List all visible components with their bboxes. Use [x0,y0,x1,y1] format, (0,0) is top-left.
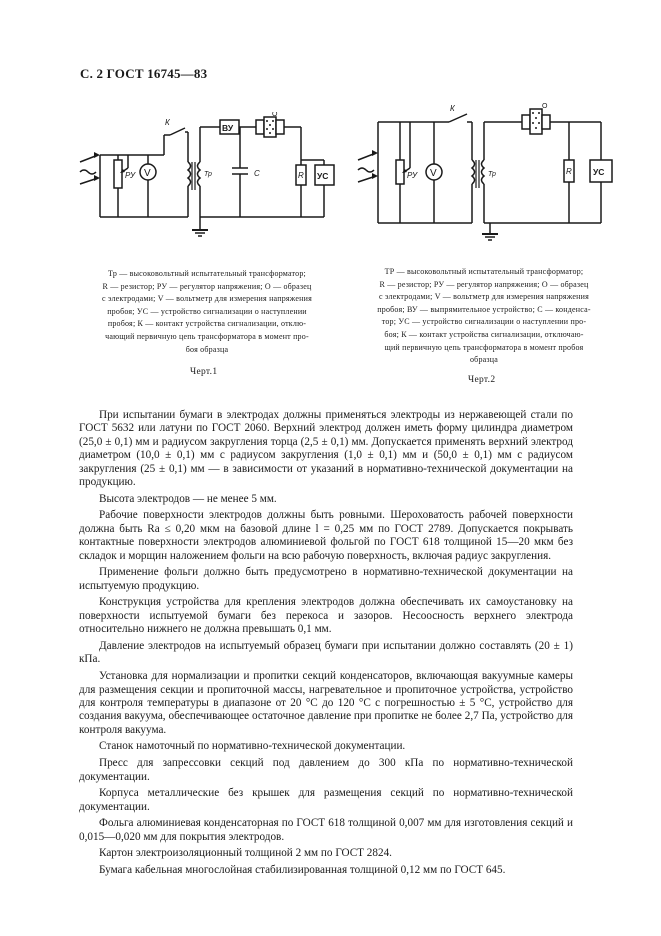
figure-2-caption [356,266,612,367]
ground-icon [192,217,208,236]
caption-line: пробоя; К — контакт устройства сигнализации, отклю- [107,319,307,329]
contact-k [170,128,185,135]
caption-line: боя образца [185,344,229,354]
contact-k [449,114,467,122]
transformer-icon [472,160,484,223]
paragraph: Давление электродов на испытуемый образец бумаги при испытании должно составлять (20 ± 1) кПа. [79,639,573,666]
body-text [79,409,573,881]
label-ru: РУ [407,171,418,180]
label-us: УС [593,167,605,177]
paragraph: Бумага кабельная многослойная стабилизированная толщиной 0,12 мм по ГОСТ 645. [99,864,506,877]
paragraph: Высота электродов — не менее 5 мм. [99,492,277,505]
caption-line: чающий первичную цепь трансформатора в момент про- [105,331,309,341]
label-o: О [272,112,278,118]
label-r: R [298,171,304,180]
label-c: С [254,169,260,178]
caption-line: тор; УС — устройство сигнализации о наступлении про- [381,317,587,327]
paragraph: При испытании бумаги в электродах должны применяться электроды из нержавеющей стали по ГОСТ 5632 или латуни по ГОСТ 2060. Верхний электрод должен иметь форму цилиндра диаметром (25,0 ± 0,1) мм и радиусом закругления торца (2,5 ± 0,1) мм. Допускается применять верхний электрод диаметром (10,0 ± 0,1) мм с радиусом закругления (1,0 ± 0,1) мм и (50,0 ± 0,1) мм с радиусом закругления (25 ± 0,1) мм — в зависимости от указаний в нормативно-технической документации на продукцию. [79,409,573,489]
paragraph: Корпуса металлические без крышек для размещения секций по нормативно-технической документации. [79,787,573,813]
paragraph: Конструкция устройства для крепления электродов должна обеспечивать их самоустановку на поверхности испытуемой бумаги без перекоса и зазоров. Несоосность верхнего электрода относительно нижнего не должна превышать 0,1 мм. [79,596,573,636]
label-us: УС [317,171,329,181]
figure-1-caption [82,268,332,356]
paragraph: Станок намоточный по нормативно-технической документации. [99,740,406,753]
paragraph: Пресс для запрессовки секций под давлением до 300 кПа по нормативно-технической документации. [79,757,573,783]
page-header: С. 2 ГОСТ 16745—83 [80,66,208,81]
label-tr: Тр [488,171,496,178]
label-vu: ВУ [222,123,234,133]
label-v: V [430,168,437,179]
figure-1-schematic [76,112,340,247]
caption-line: образца [469,355,498,365]
paragraph: Применение фольги должно быть предусмотрено в нормативно-технической документации на испытуемую продукцию. [79,566,573,592]
caption-line: R — резистор; РУ — регулятор напряжения; О — образец [102,281,312,291]
ground-icon [482,223,498,240]
paragraph: Рабочие поверхности электродов должны быть ровными. Шероховатость рабочей поверхности должна быть Ra ≤ 0,20 мкм на базовой длине l = 0,25 мм по ГОСТ 2789. Допускается покрывать контактные поверхности электродов алюминиевой фольгой по ГОСТ 618 толщиной 15—20 мкм без складок и морщин наложением фольги на всю рабочую поверхность, включая радиус закругления. [79,509,573,562]
label-k: К [450,104,455,113]
caption-line: с электродами; V — вольтметр для измерения напряжения [379,292,589,302]
caption-line: с электродами; V — вольтметр для измерения напряжения [102,294,312,304]
voltage-regulator [114,160,122,188]
label-ru: РУ [125,171,136,180]
ac-source-icon [358,150,378,182]
label-r: R [566,167,572,176]
figure-2-title: Черт.2 [468,375,496,385]
figure-1-title: Черт.1 [190,367,218,377]
caption-line: боя; К — контакт устройства сигнализации, отключаю- [384,329,584,339]
label-o: О [542,103,548,110]
caption-line: пробоя; УС — устройство сигнализации о наступлении [107,306,307,316]
paragraph: Картон электроизоляционный толщиной 2 мм по ГОСТ 2824. [99,847,392,860]
figure-2-schematic [354,100,616,250]
sample-electrodes [522,109,550,134]
caption-line: ТР — высоковольтный испытательный трансформатор; [384,267,584,276]
label-tr: Тр [204,171,212,178]
label-k: К [165,118,170,127]
caption-line: пробоя; ВУ — выпрямительное устройство; С — конденса- [377,304,591,314]
ac-source-icon [80,152,100,184]
paragraph: Фольга алюминиевая конденсаторная по ГОСТ 618 толщиной 0,007 мм для изготовления секций и 0,015—0,020 мм для покрытия электродов. [79,817,573,843]
caption-line: щий первичную цепь трансформатора в момент пробоя [384,342,584,352]
transformer-icon [188,162,200,217]
paragraph: Установка для нормализации и пропитки секций конденсаторов, включающая вакуумные камеры для размещения секции и пропиточной массы, нагревательное и пропиточное устройства, устройство для контроля температуры в диапазоне от 20 °С до 120 °С с погрешностью ± 5 °С, устройство для создания вакуума, обеспечивающее остаточное давление при пропитке не более 2,7 Па, устройство для контроля вакуума. [79,670,573,736]
label-v: V [144,168,151,179]
caption-line: R — резистор; РУ — регулятор напряжения; О — образец [379,279,589,289]
caption-line: Тр — высоковольтный испытательный трансформатор; [108,269,306,278]
sample-electrodes [256,117,284,137]
